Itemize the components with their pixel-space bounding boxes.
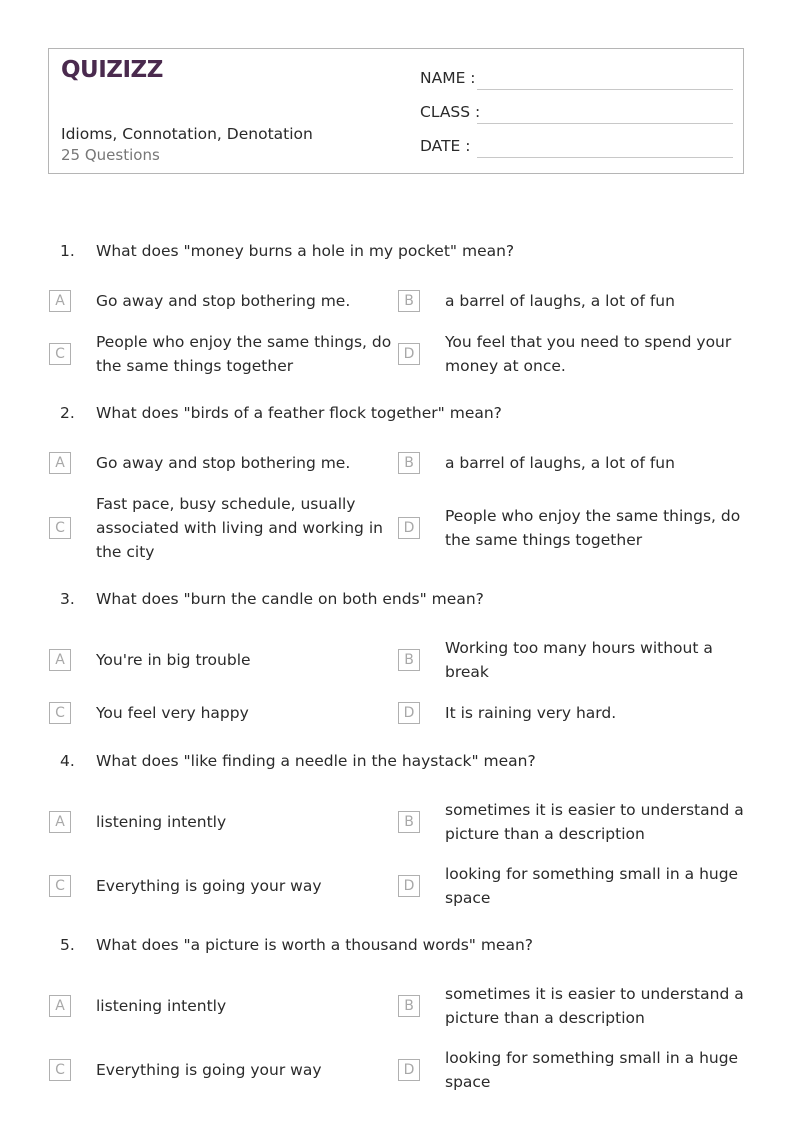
option-d-text: People who enjoy the same things, do the same things together (445, 507, 741, 549)
question-number: 2. (60, 404, 75, 422)
option-d-text: looking for something small in a huge space (445, 1049, 739, 1091)
name-label: NAME : (420, 69, 476, 87)
question-number: 5. (60, 936, 75, 954)
option-c-text: Everything is going your way (96, 877, 322, 895)
question-text: What does "a picture is worth a thousand words" mean? (96, 936, 534, 954)
option-d-text: You feel that you need to spend your money at once. (445, 333, 732, 375)
option-a-text: listening intently (96, 813, 227, 831)
date-label: DATE : (420, 137, 471, 155)
date-field[interactable] (477, 157, 733, 158)
option-b-text: sometimes it is easier to understand a picture than a description (445, 985, 744, 1027)
option-b-text: a barrel of laughs, a lot of fun (445, 292, 675, 310)
worksheet-title: Idioms, Connotation, Denotation (61, 125, 313, 143)
option-b-checkbox[interactable]: B (398, 995, 420, 1017)
option-c-checkbox[interactable]: C (49, 702, 71, 724)
option-b-text: sometimes it is easier to understand a picture than a description (445, 801, 744, 843)
question-number: 3. (60, 590, 75, 608)
question-count: 25 Questions (61, 146, 160, 164)
option-d-text: looking for something small in a huge space (445, 865, 739, 907)
option-d-checkbox[interactable]: D (398, 517, 420, 539)
class-field[interactable] (477, 123, 733, 124)
class-label: CLASS : (420, 103, 481, 121)
option-a-checkbox[interactable]: A (49, 811, 71, 833)
option-c-checkbox[interactable]: C (49, 875, 71, 897)
option-b-checkbox[interactable]: B (398, 649, 420, 671)
option-a-text: listening intently (96, 997, 227, 1015)
quizizz-logo: QUIZIZZ (61, 57, 163, 83)
question-text: What does "burn the candle on both ends" mean? (96, 590, 484, 608)
option-a-checkbox[interactable]: A (49, 290, 71, 312)
option-c-text: People who enjoy the same things, do the same things together (96, 333, 392, 375)
option-b-checkbox[interactable]: B (398, 290, 420, 312)
question-text: What does "birds of a feather flock together" mean? (96, 404, 502, 422)
question-number: 1. (60, 242, 75, 260)
option-c-text: Fast pace, busy schedule, usually associated with living and working in the city (96, 495, 383, 561)
option-d-checkbox[interactable]: D (398, 702, 420, 724)
option-b-text: Working too many hours without a break (445, 639, 713, 681)
question-text: What does "like finding a needle in the haystack" mean? (96, 752, 536, 770)
option-a-text: Go away and stop bothering me. (96, 454, 351, 472)
option-a-checkbox[interactable]: A (49, 649, 71, 671)
option-c-checkbox[interactable]: C (49, 517, 71, 539)
option-b-checkbox[interactable]: B (398, 452, 420, 474)
option-c-checkbox[interactable]: C (49, 343, 71, 365)
option-c-checkbox[interactable]: C (49, 1059, 71, 1081)
option-a-text: You're in big trouble (96, 651, 251, 669)
option-b-text: a barrel of laughs, a lot of fun (445, 454, 675, 472)
option-c-text: You feel very happy (96, 704, 249, 722)
option-d-checkbox[interactable]: D (398, 1059, 420, 1081)
option-a-checkbox[interactable]: A (49, 995, 71, 1017)
question-number: 4. (60, 752, 75, 770)
option-a-checkbox[interactable]: A (49, 452, 71, 474)
option-b-checkbox[interactable]: B (398, 811, 420, 833)
name-field[interactable] (477, 89, 733, 90)
option-d-checkbox[interactable]: D (398, 875, 420, 897)
option-a-text: Go away and stop bothering me. (96, 292, 351, 310)
question-text: What does "money burns a hole in my pocket" mean? (96, 242, 515, 260)
option-d-checkbox[interactable]: D (398, 343, 420, 365)
option-d-text: It is raining very hard. (445, 704, 617, 722)
worksheet-header (48, 48, 744, 174)
option-c-text: Everything is going your way (96, 1061, 322, 1079)
